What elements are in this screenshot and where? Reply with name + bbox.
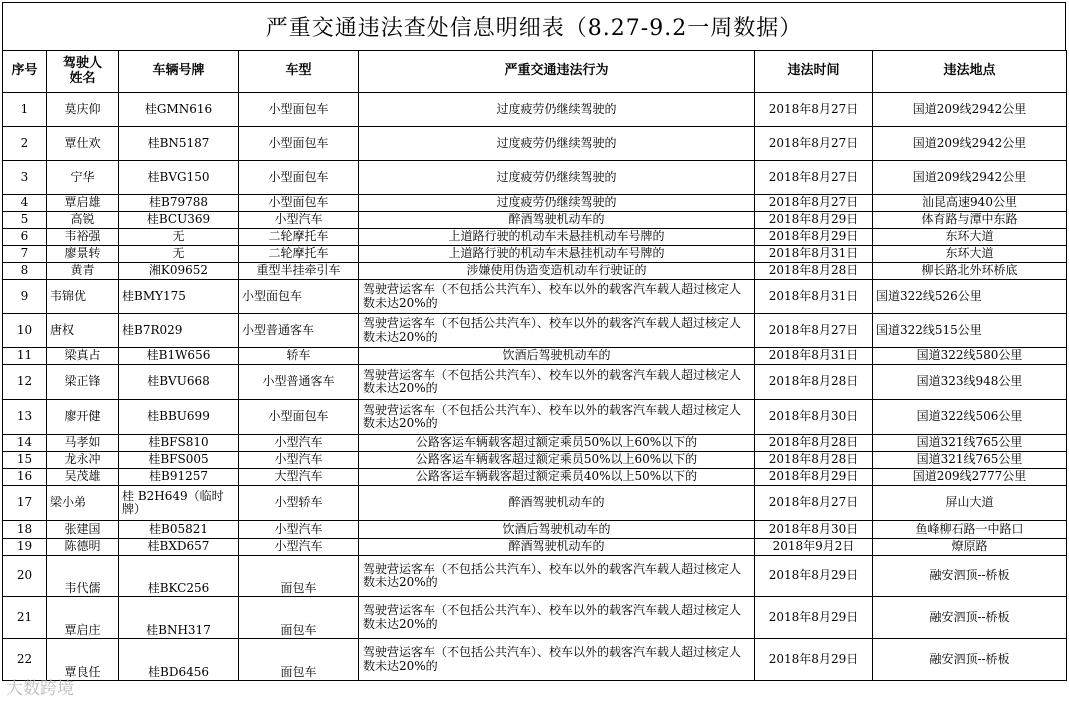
row-no: 6 xyxy=(3,229,47,246)
row-no: 1 xyxy=(3,93,47,127)
violation-time: 2018年8月27日 xyxy=(755,195,873,212)
row-no: 16 xyxy=(3,469,47,486)
violation-place: 体育路与潭中东路 xyxy=(873,212,1067,229)
plate-number: 桂BKC256 xyxy=(119,556,239,597)
violation-time: 2018年8月29日 xyxy=(755,212,873,229)
table-row xyxy=(3,263,1067,280)
violation: 驾驶营运客车（不包括公共汽车）、校车以外的载客汽车载人超过核定人数未达20%的 xyxy=(359,314,755,348)
violation-time: 2018年9月2日 xyxy=(755,539,873,556)
plate-number: 桂BFS005 xyxy=(119,452,239,469)
driver-name: 廖景转 xyxy=(47,246,119,263)
violation-time: 2018年8月27日 xyxy=(755,314,873,348)
violation: 醉酒驾驶机动车的 xyxy=(359,212,755,229)
vehicle-type: 面包车 xyxy=(239,597,359,639)
vehicle-type: 面包车 xyxy=(239,639,359,681)
table-row xyxy=(3,556,1067,597)
row-no: 5 xyxy=(3,212,47,229)
violation-place: 东环大道 xyxy=(873,246,1067,263)
table-row xyxy=(3,280,1067,314)
violation-place: 融安泗顶--桥板 xyxy=(873,639,1067,681)
violation-time: 2018年8月29日 xyxy=(755,556,873,597)
plate-number: 桂BN5187 xyxy=(119,127,239,161)
plate-number: 桂BBU699 xyxy=(119,400,239,435)
violation: 驾驶营运客车（不包括公共汽车）、校车以外的载客汽车载人超过核定人数未达20%的 xyxy=(359,365,755,400)
violation: 公路客运车辆载客超过额定乘员50%以上60%以下的 xyxy=(359,452,755,469)
violation-time: 2018年8月27日 xyxy=(755,486,873,521)
row-no: 9 xyxy=(3,280,47,314)
table-row xyxy=(3,539,1067,556)
plate-number: 桂BMY175 xyxy=(119,280,239,314)
table-row xyxy=(3,127,1067,161)
violation-time: 2018年8月29日 xyxy=(755,229,873,246)
violation-place: 东环大道 xyxy=(873,229,1067,246)
violation-place: 国道321线765公里 xyxy=(873,435,1067,452)
vehicle-type: 小型面包车 xyxy=(239,127,359,161)
plate-number: 桂GMN616 xyxy=(119,93,239,127)
table-row xyxy=(3,161,1067,195)
row-no: 19 xyxy=(3,539,47,556)
plate-number: 桂 B2H649（临时牌） xyxy=(119,486,239,521)
vehicle-type: 小型面包车 xyxy=(239,161,359,195)
vehicle-type: 小型汽车 xyxy=(239,212,359,229)
driver-name: 覃启雄 xyxy=(47,195,119,212)
violation-time: 2018年8月31日 xyxy=(755,348,873,365)
plate-number: 桂BD6456 xyxy=(119,639,239,681)
table-row xyxy=(3,195,1067,212)
violation: 过度疲劳仍继续驾驶的 xyxy=(359,93,755,127)
driver-name: 张建国 xyxy=(47,521,119,539)
violation: 驾驶营运客车（不包括公共汽车）、校车以外的载客汽车载人超过核定人数未达20%的 xyxy=(359,400,755,435)
table-row xyxy=(3,400,1067,435)
plate-number: 桂BNH317 xyxy=(119,597,239,639)
row-no: 8 xyxy=(3,263,47,280)
vehicle-type: 二轮摩托车 xyxy=(239,229,359,246)
driver-name: 马孝如 xyxy=(47,435,119,452)
row-no: 14 xyxy=(3,435,47,452)
col-header-no: 序号 xyxy=(3,51,47,93)
vehicle-type: 小型汽车 xyxy=(239,452,359,469)
row-no: 21 xyxy=(3,597,47,639)
violation: 上道路行驶的机动车未悬挂机动车号牌的 xyxy=(359,229,755,246)
plate-number: 桂BCU369 xyxy=(119,212,239,229)
violation-place: 融安泗顶--桥板 xyxy=(873,556,1067,597)
vehicle-type: 小型普通客车 xyxy=(239,314,359,348)
driver-name: 韦裕强 xyxy=(47,229,119,246)
vehicle-type: 重型半挂牵引车 xyxy=(239,263,359,280)
row-no: 7 xyxy=(3,246,47,263)
driver-name: 梁正锋 xyxy=(47,365,119,400)
col-header-violation: 严重交通违法行为 xyxy=(359,51,755,93)
vehicle-type: 大型汽车 xyxy=(239,469,359,486)
violation: 驾驶营运客车（不包括公共汽车）、校车以外的载客汽车载人超过核定人数未达20%的 xyxy=(359,597,755,639)
violation: 饮酒后驾驶机动车的 xyxy=(359,348,755,365)
vehicle-type: 小型汽车 xyxy=(239,521,359,539)
row-no: 17 xyxy=(3,486,47,521)
driver-name: 廖开健 xyxy=(47,400,119,435)
violation: 醉酒驾驶机动车的 xyxy=(359,486,755,521)
violation: 公路客运车辆载客超过额定乘员50%以上60%以下的 xyxy=(359,435,755,452)
table-row xyxy=(3,212,1067,229)
table-row xyxy=(3,93,1067,127)
violation: 涉嫌使用伪造变造机动车行驶证的 xyxy=(359,263,755,280)
vehicle-type: 小型面包车 xyxy=(239,93,359,127)
violation-time: 2018年8月27日 xyxy=(755,127,873,161)
violation-place: 国道322线515公里 xyxy=(873,314,1067,348)
violation-place: 燎原路 xyxy=(873,539,1067,556)
row-no: 22 xyxy=(3,639,47,681)
col-header-plate: 车辆号牌 xyxy=(119,51,239,93)
violation-time: 2018年8月31日 xyxy=(755,280,873,314)
violation-place: 国道209线2942公里 xyxy=(873,161,1067,195)
row-no: 3 xyxy=(3,161,47,195)
col-header-type: 车型 xyxy=(239,51,359,93)
driver-name: 韦代儒 xyxy=(47,556,119,597)
header-row xyxy=(3,51,1067,93)
driver-name: 覃仕欢 xyxy=(47,127,119,161)
violation-place: 国道209线2942公里 xyxy=(873,93,1067,127)
violation-place: 国道322线506公里 xyxy=(873,400,1067,435)
violation: 过度疲劳仍继续驾驶的 xyxy=(359,161,755,195)
violation-time: 2018年8月29日 xyxy=(755,597,873,639)
violation: 驾驶营运客车（不包括公共汽车）、校车以外的载客汽车载人超过核定人数未达20%的 xyxy=(359,556,755,597)
violation-place: 柳长路北外环桥底 xyxy=(873,263,1067,280)
row-no: 12 xyxy=(3,365,47,400)
driver-name: 梁小弟 xyxy=(47,486,119,521)
watermark: 大数跨境 xyxy=(6,679,74,699)
driver-name: 莫庆仰 xyxy=(47,93,119,127)
plate-number: 桂B91257 xyxy=(119,469,239,486)
vehicle-type: 二轮摩托车 xyxy=(239,246,359,263)
row-no: 4 xyxy=(3,195,47,212)
violation-time: 2018年8月29日 xyxy=(755,469,873,486)
col-header-place: 违法地点 xyxy=(873,51,1067,93)
violation-place: 国道323线948公里 xyxy=(873,365,1067,400)
row-no: 15 xyxy=(3,452,47,469)
table-row xyxy=(3,229,1067,246)
violation-place: 国道209线2777公里 xyxy=(873,469,1067,486)
vehicle-type: 小型汽车 xyxy=(239,539,359,556)
driver-name: 龙永冲 xyxy=(47,452,119,469)
vehicle-type: 小型汽车 xyxy=(239,435,359,452)
table-row xyxy=(3,521,1067,539)
table-row xyxy=(3,246,1067,263)
violation-time: 2018年8月30日 xyxy=(755,521,873,539)
plate-number: 无 xyxy=(119,229,239,246)
violation-time: 2018年8月28日 xyxy=(755,263,873,280)
table-row xyxy=(3,314,1067,348)
violation-time: 2018年8月31日 xyxy=(755,246,873,263)
violation-time: 2018年8月28日 xyxy=(755,365,873,400)
violation-place: 国道209线2942公里 xyxy=(873,127,1067,161)
driver-name: 梁真占 xyxy=(47,348,119,365)
violation-place: 鱼峰柳石路一中路口 xyxy=(873,521,1067,539)
violation: 醉酒驾驶机动车的 xyxy=(359,539,755,556)
vehicle-type: 小型面包车 xyxy=(239,400,359,435)
violation-time: 2018年8月28日 xyxy=(755,435,873,452)
document-sheet xyxy=(2,2,1066,681)
plate-number: 桂B7R029 xyxy=(119,314,239,348)
violation-place: 国道322线526公里 xyxy=(873,280,1067,314)
violation: 驾驶营运客车（不包括公共汽车）、校车以外的载客汽车载人超过核定人数未达20%的 xyxy=(359,639,755,681)
vehicle-type: 小型普通客车 xyxy=(239,365,359,400)
plate-number: 无 xyxy=(119,246,239,263)
table-row xyxy=(3,486,1067,521)
page-title: 严重交通违法查处信息明细表（8.27-9.2一周数据） xyxy=(2,2,1066,50)
vehicle-type: 小型面包车 xyxy=(239,195,359,212)
row-no: 20 xyxy=(3,556,47,597)
plate-number: 桂B05821 xyxy=(119,521,239,539)
violation: 过度疲劳仍继续驾驶的 xyxy=(359,195,755,212)
violation: 过度疲劳仍继续驾驶的 xyxy=(359,127,755,161)
violation-place: 屏山大道 xyxy=(873,486,1067,521)
violation-place: 汕昆高速940公里 xyxy=(873,195,1067,212)
driver-name: 覃启庄 xyxy=(47,597,119,639)
plate-number: 桂B1W656 xyxy=(119,348,239,365)
table-row xyxy=(3,639,1067,681)
violation-time: 2018年8月29日 xyxy=(755,639,873,681)
plate-number: 桂BVU668 xyxy=(119,365,239,400)
driver-name: 唐权 xyxy=(47,314,119,348)
driver-name: 黄青 xyxy=(47,263,119,280)
violation-time: 2018年8月27日 xyxy=(755,93,873,127)
violation-time: 2018年8月28日 xyxy=(755,452,873,469)
vehicle-type: 小型轿车 xyxy=(239,486,359,521)
row-no: 18 xyxy=(3,521,47,539)
plate-number: 桂B79788 xyxy=(119,195,239,212)
violation-table xyxy=(2,50,1067,681)
violation: 驾驶营运客车（不包括公共汽车）、校车以外的载客汽车载人超过核定人数未达20%的 xyxy=(359,280,755,314)
col-header-driver: 驾驶人姓名 xyxy=(47,51,119,93)
table-row xyxy=(3,348,1067,365)
plate-number: 桂BFS810 xyxy=(119,435,239,452)
plate-number: 湘K09652 xyxy=(119,263,239,280)
row-no: 11 xyxy=(3,348,47,365)
violation-place: 国道321线765公里 xyxy=(873,452,1067,469)
violation: 饮酒后驾驶机动车的 xyxy=(359,521,755,539)
col-header-time: 违法时间 xyxy=(755,51,873,93)
table-body xyxy=(3,93,1067,681)
row-no: 2 xyxy=(3,127,47,161)
violation-place: 国道322线580公里 xyxy=(873,348,1067,365)
driver-name: 韦锦优 xyxy=(47,280,119,314)
violation: 上道路行驶的机动车未悬挂机动车号牌的 xyxy=(359,246,755,263)
vehicle-type: 小型面包车 xyxy=(239,280,359,314)
violation: 公路客运车辆载客超过额定乘员40%以上50%以下的 xyxy=(359,469,755,486)
driver-name: 吴茂雄 xyxy=(47,469,119,486)
driver-name: 陈德明 xyxy=(47,539,119,556)
table-row xyxy=(3,469,1067,486)
plate-number: 桂BVG150 xyxy=(119,161,239,195)
violation-time: 2018年8月27日 xyxy=(755,161,873,195)
table-row xyxy=(3,452,1067,469)
table-row xyxy=(3,365,1067,400)
vehicle-type: 轿车 xyxy=(239,348,359,365)
row-no: 13 xyxy=(3,400,47,435)
vehicle-type: 面包车 xyxy=(239,556,359,597)
table-row xyxy=(3,435,1067,452)
violation-place: 融安泗顶--桥板 xyxy=(873,597,1067,639)
row-no: 10 xyxy=(3,314,47,348)
violation-time: 2018年8月30日 xyxy=(755,400,873,435)
driver-name: 覃良任 xyxy=(47,639,119,681)
plate-number: 桂BXD657 xyxy=(119,539,239,556)
table-row xyxy=(3,597,1067,639)
driver-name: 高锐 xyxy=(47,212,119,229)
driver-name: 宁华 xyxy=(47,161,119,195)
